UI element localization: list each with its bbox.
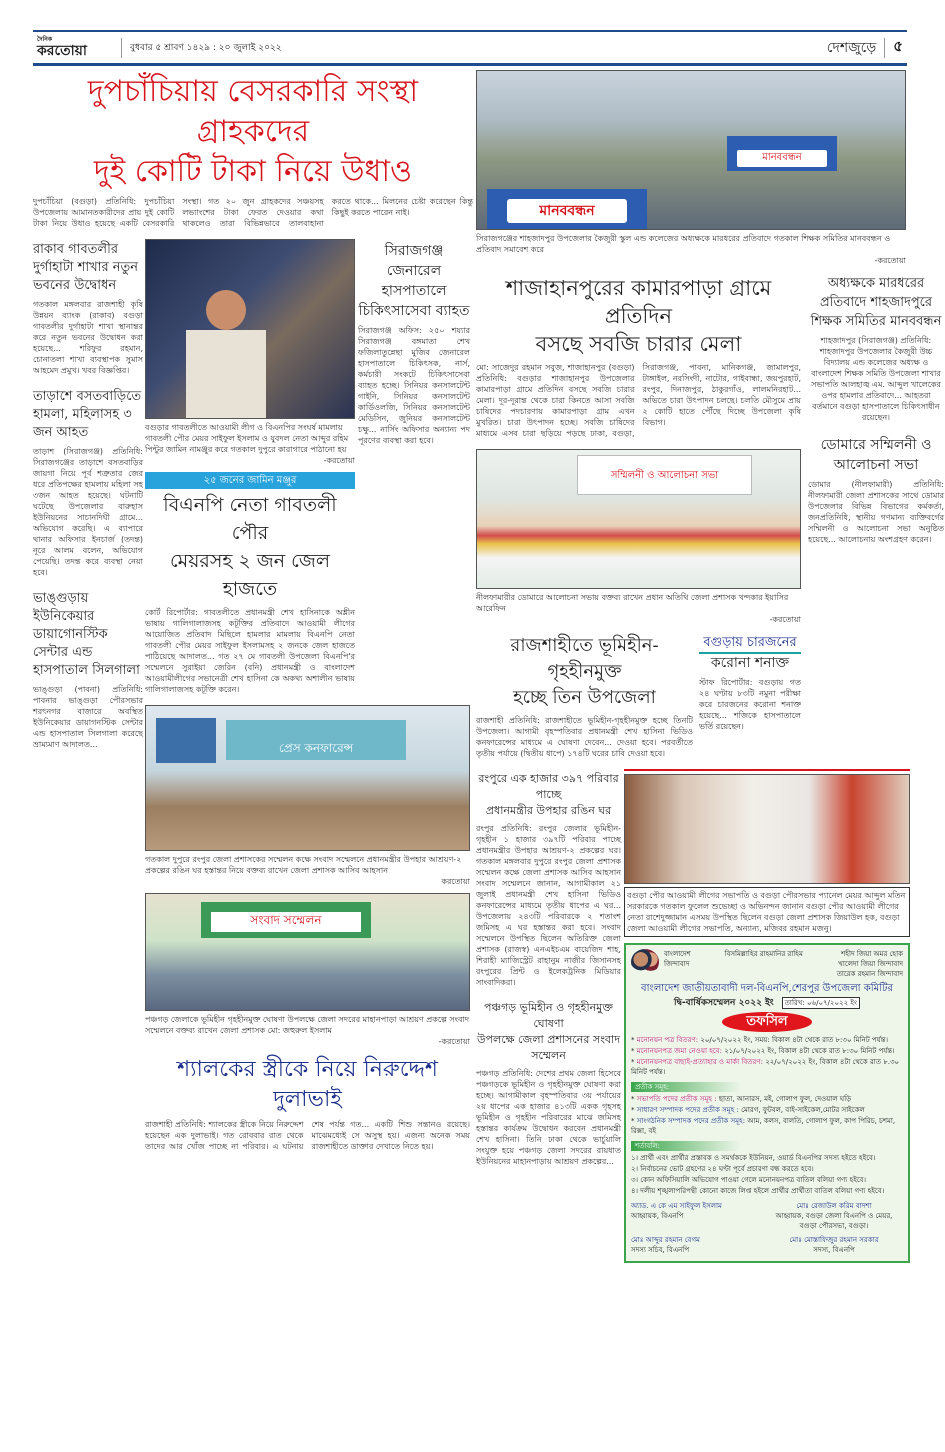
caption-text: সিরাজগঞ্জের শাহজাদপুর উপজেলার কৈজুরী স্কুল এন্ড কলেজের অধ্যক্ষকে মারধরের প্রতিবাদে গতকাল শিক্ষক সমিতির মানববন্ধন ও প্রতিবাদ সমাবেশ করে <box>476 234 891 254</box>
right-lower-column <box>476 769 621 1177</box>
headline-bhangura: ভাঙ্গুড়ায় ইউনিকেয়ার ডায়াগোনস্টিক সেন্টার এন্ড হাসপাতাল সিলগালা <box>33 591 140 678</box>
rules-heading: শর্তাবলি: <box>631 1141 741 1151</box>
headline-line: অধ্যক্ষকে মারধরের <box>827 276 925 291</box>
slogan: বাংলাদেশ <box>664 950 691 958</box>
left-column-1 <box>33 239 143 760</box>
signatory <box>769 1235 899 1255</box>
photo-press-conference <box>145 705 470 851</box>
article-body-dulabhai: রাজশাহী প্রতিনিধি: শ্যালকের স্ত্রীকে নিয়ে নিরুদ্দেশ হয়েছেন এক দুলাভাই। গত রোববার রাত থেকে তাদের আর খোঁজ পাচ্ছে না পরিবার। এ ঘটনায় শেষ পর্যন্ত গত... একটি শিশু সন্তানও রয়েছে। মাঝেমধ্যেই সে অসুস্থ হয়। এজন্য অনেক সময় রাজশাহীতে ডাক্তার দেখাতে নিতে হয়। <box>145 1120 470 1151</box>
signatory-role: আহ্বায়ক, বিএনপি <box>631 1212 684 1220</box>
article-body-bhangura: ভাঙ্গুড়া (পাবনা) প্রতিনিধি: পাবনার ভাঙ্গুড়া পৌরসভার শরৎনগর বাজারে অবস্থিত ইউনিকেয়ার ডায়াগনস্টিক সেন্টার এন্ড হাসপাতাল সিলগালা করেছে ভ্রাম্যমাণ আদালত... <box>33 685 143 749</box>
rajshahi-row <box>476 631 801 769</box>
signatory-name: অ্যাড. এ কে এম সাইফুল ইসলাম <box>631 1202 722 1210</box>
rule-item: ৩। কোন অফিসিয়ালি অভিযোগ পাওয়া গেলে মনোনয়নপত্র বাতিল বলিয়া গণ্য হইবে। <box>631 1176 867 1184</box>
symbol-text: আম, কলস, বালতি, গোলাপ ফুল, কাপ পিরিচ, চশমা, রিক্সা, বই <box>631 1117 896 1135</box>
left-column-2-3 <box>145 239 470 1162</box>
kicker-bar: ২৫ জনের জামিন মঞ্জুর <box>145 472 355 489</box>
headline-line: রংপুরে এক হাজার ৩৯৭ পরিবার পাচ্ছে <box>478 772 619 801</box>
divider <box>121 38 122 58</box>
headline-line: বগুড়ায় চারজনের <box>703 635 797 650</box>
signatory <box>631 1235 761 1255</box>
left-columns <box>33 239 473 1162</box>
symbols-list <box>631 1094 903 1136</box>
notice-subtitle-row <box>631 997 903 1009</box>
photo-sangbad-sammelan <box>145 893 470 1011</box>
caption-text: পঞ্চগড় জেলাকে ভূমিহীন গৃহহীনমুক্ত ঘোষণা উপলক্ষে জেলা সদরের মাহানপাড়া আশ্রয়ণ প্রকল্পে সংবাদ সম্মেলনে বক্তব্য রাখেন জেলা প্রশাসক মো: জহুরুল ইসলাম <box>145 1015 470 1035</box>
header-rule <box>33 63 907 66</box>
person <box>206 290 246 330</box>
signatory <box>631 1201 761 1221</box>
page-number: ৫ <box>893 37 903 55</box>
headline-gabtali-mayor <box>145 491 355 603</box>
upper-row <box>145 239 470 705</box>
article-bogura-corona <box>699 631 801 732</box>
photo-felicitation <box>624 774 910 884</box>
rule-item: ২। নির্বাচনের ভোট গ্রহণের ২৪ ঘণ্টা পূর্বে প্রচারণা বন্ধ করতে হবে। <box>631 1165 814 1173</box>
symbol-label: সভাপতি পদের প্রতীক সমূহ : <box>636 1095 717 1103</box>
schedule-text: ২০/০৭/২০২২ ইং, সময়: বিকাল ৪টা থেকে রাত ৮:৩০ মিনিট পর্যন্ত। <box>700 1036 888 1044</box>
article-shahjadpur <box>808 272 944 423</box>
slogan-left <box>664 949 691 969</box>
symbol-text: ছাতা, আনারস, মই, গোলাপ ফুল, দেওয়াল ঘড়ি <box>718 1095 852 1103</box>
photo-caption <box>476 592 801 625</box>
article-body-bogura-corona: স্টাফ রিপোর্টার: বগুড়ায় গত ২৪ ঘণ্টায় ৮৩টি নমুনা পরীক্ষা করে চারজনের করোনা শনাক্ত হয়েছে... শজিকে হাসপাতালে ভর্তি রয়েছেন। <box>699 678 801 731</box>
photo-credit: করতোয়া <box>441 877 470 886</box>
photo-caption <box>145 1014 470 1047</box>
symbols-heading: প্রতীক সমূহ: <box>631 1082 741 1092</box>
issue-date: বুধবার ৫ শ্রাবণ ১৪২৯ : ২০ জুলাই ২০২২ <box>130 43 282 53</box>
headline-line: করোনা শনাক্ত <box>699 652 801 673</box>
symbol-text: মোরগ, ফুটবল, বাই-সাইকেল,মোটর সাইকেল <box>741 1106 865 1114</box>
banner-text: মানববন্ধন <box>507 199 627 223</box>
logo-text: করতোয়া <box>37 43 87 59</box>
headline-rajshahi <box>476 633 693 711</box>
signatory-name: মোঃ আব্দুর রহমান বেগম <box>631 1236 700 1244</box>
person <box>186 330 266 419</box>
symbol-label: সাংগঠনিক সম্পাদক পদের প্রতীক সমূহ: <box>636 1117 746 1125</box>
article-bhangura <box>33 588 143 750</box>
headline-line: শিক্ষক সমিতির মানববন্ধন <box>810 314 942 329</box>
article-body-panchagarh: পঞ্চগড় প্রতিনিধি: দেশের প্রথম জেলা হিসেবে পঞ্চগড়কে ভূমিহীন ও গৃহহীনমুক্ত ঘোষণা করা হচ্ছে। আগামীকাল বৃহস্পতিবার ৩য় পর্যায়ের ২য় ধাপের এক হাজার ৪১৩টি একক গৃহসহ ভূমিহীন ও গৃহহীন পরিবারের মাঝে জমিসহ হস্তান্তর কার্যক্রম উদ্বোধন করবেন প্রধানমন্ত্রী শেখ হাসিনা। তিনি ঢাকা থেকে ভার্চুয়ালি সংযুক্ত হয়ে পঞ্চগড় জেলা সদরের রায়ধাত ইউনিয়নের মাহানপাড়ায় আশ্রয়ণ প্রকল্পের... <box>476 1069 621 1166</box>
article-body-sirajganj: সিরাজগঞ্জ অফিস: ২৫০ শয্যার সিরাজগঞ্জ বঙ্গমাতা শেখ ফজিলাতুন্নেছা মুজিব জেনারেল হাসপাতালে চিকিৎসক, নার্স, কর্মচারী সংকটে চিকিৎসাসেবা ব্যাহত হচ্ছে। সিনিয়র কনসালটেন্ট গাইনি, সিনিয়র কনসালটেন্ট কার্ডিওলজি, সিনিয়র কনসালটেন্ট মেডিসিন, জুনিয়র কনসালটেন্ট চক্ষু... নার্সিং অফিসার অন্যান্য পদ পূরণের ব্যবস্থা করা হবে। <box>358 326 470 445</box>
symbol-label: সাধারণ সম্পাদক পদের প্রতীক সমূহ : <box>636 1106 739 1114</box>
signatory-role: আহ্বায়ক, বগুড়া জেলা বিএনপি ও মেয়র, বগুড়া পৌরসভা, বগুড়া। <box>775 1212 893 1230</box>
section-rule <box>624 769 910 771</box>
leaders-portrait <box>631 949 659 975</box>
slogan: শহীদ জিয়া অমর হোক <box>841 950 903 958</box>
headline-panchagarh <box>476 1000 621 1064</box>
article-rakab <box>33 239 143 376</box>
schedule-item: * মনোনয়নপত্র জমা নেওয়া হবে: ২১/০৭/২০২২ ইং, বিকাল ৪টা থেকে রাত ৮:৩০ মিনিট পর্যন্ত। <box>631 1047 895 1055</box>
rule-item: ৪। দলীয় শৃঙ্খলাপরিপন্থী কোনো কাজে লিপ্ত হইলে প্রার্থীর প্রার্থীতা বাতিল বলিয়া গণ্য হইবে। <box>631 1187 885 1195</box>
headline-line: হচ্ছে তিন উপজেলা <box>513 687 656 708</box>
slogan-right <box>837 949 903 979</box>
headline-line: দুপচাঁচিয়ায় বেসরকারি সংস্থা গ্রাহকদের <box>87 74 419 149</box>
logo <box>37 36 113 59</box>
schedule-text: ২২/০৭/২০২২ ইং, বিকাল ৪টা থেকে রাত ৮.৩০ মিনিট পর্যন্ত। <box>631 1058 900 1076</box>
headline-dulabhai: শ্যালকের স্ত্রীকে নিয়ে নিরুদ্দেশ দুলাভাই <box>177 1057 438 1112</box>
bnp-notice-ad <box>624 943 910 1263</box>
photo-credit: -করতোয়া <box>769 615 801 624</box>
headline-line: আলোচনা সভা <box>833 457 919 473</box>
signatory-role: সদস্য সচিব, বিএনপি <box>631 1246 690 1254</box>
banner-text: সংবাদ সম্মেলন <box>211 912 361 932</box>
caption-text: গতকাল দুপুরে রংপুর জেলা প্রশাসকের সম্মেলন কক্ষে সংবাদ সম্মেলনে প্রধানমন্ত্রীর উপহার আশ্রয়ণ-২ প্রকল্পের রঙিন ঘর হস্তান্তর নিয়ে বক্তব্য রাখেন জেলা প্রশাসক আসিব আহসান <box>145 855 462 875</box>
notice-title: বাংলাদেশ জাতীয়তাবাদী দল-বিএনপি,শেরপুর উপজেলা কমিটির <box>641 983 893 994</box>
signatory-name: মোঃ রেজাউল করিম বাদশা <box>796 1202 872 1210</box>
right-lower <box>476 769 944 1263</box>
notice-date: তারিখ: ০৬/০৭/২০২২ ইং <box>782 997 860 1009</box>
photo-human-chain <box>476 70 906 230</box>
rule-item: ১। প্রার্থী এবং প্রার্থীর প্রস্তাবক ও সমর্থককে ইউনিয়ন, ওয়ার্ড বিএনপির সদস্য হইতে হইবে। <box>631 1154 876 1162</box>
right-lower-wide <box>624 769 910 1263</box>
photo-credit: -করতোয়া <box>438 1037 470 1046</box>
headline-line: সিরাজগঞ্জ জেনারেল <box>384 243 444 279</box>
schedule-badge: তফসিল <box>722 1012 812 1032</box>
photo-caption <box>145 422 355 466</box>
article-body-shahjadpur: শাহজাদপুর (সিরাজগঞ্জ) প্রতিনিধি: শাহজাদপুর উপজেলার কৈজুরী উচ্চ বিদ্যালয় এন্ড কলেজের অধ্যক্ষ ও বাংলাদেশ শিক্ষক সমিতি উপজেলা শাখার সভাপতি আলহাজ্ব এম. আব্দুল খালেকের ওপর হামলার প্রতিবাদে... আহতরা বর্তমানে বগুড়া হাসপাতালে চিকিৎসাধীন রয়েছেন। <box>811 336 941 422</box>
symbol-item: * সাংগঠনিক সম্পাদক পদের প্রতীক সমূহ: আম, কলস, বালতি, গোলাপ ফুল, কাপ পিরিচ, চশমা, রিক্সা, বই <box>631 1117 896 1135</box>
symbol-item: * সভাপতি পদের প্রতীক সমূহ : ছাতা, আনারস, মই, গোলাপ ফুল, দেওয়াল ঘড়ি <box>631 1095 852 1103</box>
article-body-tarash: তাড়াশ (সিরাজগঞ্জ) প্রতিনিধি: সিরাজগঞ্জের তাড়াশে বসতবাড়ির জায়গা নিয়ে পূর্ব শত্রুতার জের ধরে প্রতিপক্ষের হামলায় মহিলা সহ ৩জন আহত হয়েছে। ঘটনাটি ঘটেছে উপজেলার বারুহাস ইউনিয়নের সাচানদিঘী গ্রামে... অভিযোগ করেছি। এ ব্যাপারে থানার অফিসার ইনচার্জ (তদন্ত) নূরে আলম বলেন, অভিযোগ পেয়েছি। তদন্ত করে ব্যবস্থা নেয়া হবে। <box>33 447 143 577</box>
schedule-item: * মনোনয়ন পত্র বিতরণ: ২০/০৭/২০২২ ইং, সময়: বিকাল ৪টা থেকে রাত ৮:৩০ মিনিট পর্যন্ত। <box>631 1036 888 1044</box>
rules-list <box>631 1153 903 1196</box>
headline-line: বসছে সবজি চারার মেলা <box>535 332 742 356</box>
photo-caption <box>145 854 470 887</box>
photo-caption: বগুড়া পৌর আওয়ামী লীগের সভাপতি ও বগুড়া পৌরসভার প্যানেল মেয়র আব্দুল মতিন সরকারকে গতকাল ফুলেল শুভেচ্ছা ও অভিনন্দন জানান বগুড়া পৌর আওয়ামী লীগের নেতা রাশেদুজ্জামান এসময় উপস্থিত ছিলেন বগুড়া জেলা প্রশাসক জিয়াউল হক, বগুড়া জেলা আওয়ামী লীগের সভাপতি, অন্যান্য, মজিবর রহমান মজনু। <box>624 887 910 937</box>
photo-credit: -করতোয়া <box>323 456 355 465</box>
portrait <box>156 718 216 763</box>
headline-dupchanchia <box>33 72 473 192</box>
slogan: জিন্দাবাদ <box>664 960 690 968</box>
banner <box>201 902 371 938</box>
headline-line: প্রধানমন্ত্রীর উপহার রঙিন ঘর <box>485 804 612 817</box>
notice-subtitle: দ্বি-বার্ষিকসম্মেলন ২০২২ ইং <box>674 998 774 1008</box>
article-rajshahi <box>476 631 693 759</box>
article-body-domar: ডোমার (নীলফামারী) প্রতিনিধি: নীলফামারী জেলা প্রশাসকের সাথে ডোমার উপজেলার বিভিন্ন বিভাগের কর্মকর্তা, জনপ্রতিনিধি, স্থানীয় গণমান্য ব্যক্তিবর্গের সম্মিলনী ও আলোচনা সভা অনুষ্ঠিত হয়েছে... আলোচনায় অংশগ্রহণ করেন। <box>808 480 944 544</box>
article-sirajganj <box>358 239 470 446</box>
headline-line: রাজশাহীতে ভূমিহীন-গৃহহীনমুক্ত <box>510 635 659 682</box>
headline-rangpur-houses <box>476 771 621 819</box>
article-gabtali-mayor <box>145 472 355 695</box>
headline-line: হাসপাতালে <box>381 283 447 299</box>
left-half <box>33 70 473 1162</box>
article-panchagarh <box>476 998 621 1167</box>
left-column-2 <box>145 239 355 705</box>
headline-sirajganj <box>358 241 470 321</box>
article-body-gabtali-mayor: কোর্ট রিপোর্টার: গাবতলীতে প্রধানমন্ত্রী শেখ হাসিনাকে অশ্লীন ভাষায় গালিগালাজসহ কটূক্তির প্রতিবাদে আওয়ামী লীগের আয়োজিত প্রতিবাদ মিছিলে হামলার মামলায় বিএনপি নেতা গাবতলী পৌর মেয়র সাইফুল ইসলামসহ ২ জনকে জেল হাজতে পাঠিয়েছে আদালত... গত ২৭ মে গাবতলী উপজেলা বিএনপি'র সম্মেলনে সুরাইয়া জেরিন (বনি) প্রধানমন্ত্রী ও বাংলাদেশ আওয়ামীলীগের সভানেত্রী শেখ হাসিনা কে অকথ্য অশালীন ভাষায় গালিগালাজসহ কটূক্তি করেন। <box>145 608 355 694</box>
headline-line: দুই কোটি টাকা নিয়ে উধাও <box>93 154 413 189</box>
right-main-column <box>476 272 801 769</box>
signatory-role: সদস্য, বিএনপি <box>813 1246 855 1254</box>
headline-line: ডোমারে সম্মিলনী ও <box>820 437 932 453</box>
headline-rakab: রাকাব গাবতলীর দুর্গাহাটা শাখার নতুন ভবনের উদ্বোধন <box>33 242 139 293</box>
banner-text: মানববন্ধন <box>737 150 827 167</box>
photo-sammilani <box>476 449 801 589</box>
headline-bogura-corona <box>699 633 801 673</box>
bismillah: বিসমিল্লাহির রাহমানির রাহিম <box>724 950 803 958</box>
divider <box>884 38 885 58</box>
headline-line: প্রতিবাদে শাহজাদপুরে <box>819 295 933 310</box>
article-body-rangpur-houses: রংপুর প্রতিনিধি: রংপুর জেলার ভূমিহীন-গৃহহীন ১ হাজার ৩৯৭টি পরিবার পাচ্ছে প্রধানমন্ত্রীর উপহার আশ্রয়ণ-২ প্রকল্পের ঘর। গতকাল মঙ্গলবার দুপুরে রংপুর জেলা প্রশাসক সম্মেলন কক্ষে জেলা প্রশাসক আসিব আহসান সংবাদ সম্মেলনে জানান, আগামীকাল ২১ জুলাই প্রধানমন্ত্রী শেখ হাসিনা ভিডিও কনফারেন্সের মাধ্যমে তৃতীয় ধাপের এ ঘর... উপজেলায় ২৪৩টি পরিবারকে ২ শতাংশ জমিসহ এ ঘর হস্তান্তর করা হবে। সংবাদ সম্মেলনে উপস্থিত ছিলেন অতিরিক্ত জেলা প্রশাসক (রাজস্ব) এনএইচএম বায়েজিদ শাহ, শিরাহী ম্যাজিস্ট্রেট রাহানুম নাজীর জিসানসহ রংপুরের প্রিন্ট ও ইলেকট্রনিক মিডিয়ার সাংবাদিকরা। <box>476 824 621 987</box>
photo-caption <box>476 233 906 266</box>
banner-2 <box>727 136 837 171</box>
article-body-dupchanchia: দুপচাঁচিয়া (বগুড়া) প্রতিনিধি: দুপচাঁচিয়া উপজেলায় আমানতকারীদের প্রায় দুই কোটি টাকা নিয়ে উধাও হয়েছে একটি বেসরকারি সংস্থা। গত ২০ জুন গ্রাহকদের সঞ্চয়সহ লভ্যাংশের টাকা ফেরত দেওয়ার কথা থাকলেও তারা বিভিন্নভাবে তালবাহানা করতে থাকে... মিলনের চেষ্টা করেছেন কিন্তু কিছুই করতে পারেন নাই। <box>33 197 473 228</box>
article-domar <box>808 433 944 545</box>
headline-shahjadpur <box>808 274 944 331</box>
schedule-label: মনোনয়নপত্র জমা নেওয়া হবে: <box>636 1047 722 1055</box>
right-sidebar <box>808 272 944 555</box>
slogan: তারেক রহমান জিন্দাবাদ <box>836 970 903 978</box>
headline-line: উপলক্ষে জেলা প্রশাসনের সংবাদ সম্মেলন <box>476 1033 621 1062</box>
right-half <box>476 70 944 1263</box>
schedule-list <box>631 1035 903 1077</box>
signatory <box>769 1201 899 1231</box>
signatories-row-1 <box>631 1201 903 1231</box>
slogan: খালেদা জিয়া জিন্দাবাদ <box>838 960 903 968</box>
schedule-label: মনোনয়ন পত্র বিতরণ: <box>636 1036 699 1044</box>
notice-header <box>631 949 903 979</box>
article-dulabhai <box>145 1053 470 1152</box>
schedule-text: ২১/০৭/২০২২ ইং, বিকাল ৪টা থেকে রাত ৮:৩০ মিনিট পর্যন্ত। <box>724 1047 895 1055</box>
headline-line: মেয়রসহ ২ জন জেল হাজতে <box>169 550 331 600</box>
headline-domar <box>808 435 944 475</box>
schedule-label: মনোনয়নপত্র বাছাই-প্রত্যাহার ও মার্কা বিতরণ: <box>636 1058 763 1066</box>
caption-text: বগুড়ার গাবতলীতে আওয়ামী লীগ ও বিএনপির সংঘর্ষ মামলায় গাবতলী পৌর মেয়র সাইফুল ইসলাম ও যুবদল নেতা আব্দুর রহিম পিন্টুর জামিন নামঞ্জুর করে গতকাল দুপুরে কারাগারে পাঠানো হয় <box>145 423 349 454</box>
headline-line: পঞ্চগড় ভূমিহীন ও গৃহহীনমুক্ত ঘোষণা <box>484 1001 613 1030</box>
headline-line: চিকিৎসাসেবা ব্যাহত <box>358 303 470 319</box>
banner-text: প্রেস কনফারেন্স <box>226 720 406 760</box>
headline-line: শাজাহানপুরের কামারপাড়া গ্রামে প্রতিদিন <box>505 276 772 328</box>
banner <box>487 189 647 229</box>
symbol-item: * সাধারণ সম্পাদক পদের প্রতীক সমূহ : মোরগ, ফুটবল, বাই-সাইকেল,মোটর সাইকেল <box>631 1106 865 1114</box>
photo-credit: -করতোয়া <box>874 256 906 265</box>
signatories-row-2 <box>631 1235 903 1255</box>
photo-jail-van <box>145 239 355 419</box>
headline-line: বিএনপি নেতা গাবতলী পৌর <box>163 494 337 544</box>
article-body-shajahanpur: মো: সাজেদুর রহমান সবুজ, শাজাহানপুর (বগুড়া) প্রতিনিধি: বগুড়ার শাজাহানপুর উপজেলার কামারপাড়া গ্রামে প্রতিদিন বসছে সবজি চারার মেলা। দূর-দূরান্ত থেকে চারা কিনতে আসা সবজি চাষিদের পদচারণায় কামারপাড়া গ্রাম এখন মুখরিত। চারা উৎপাদন হচ্ছে। সবজি চাষিদের মাধ্যমে এসব চারা ছড়িয়ে পড়ছে ঢাকা, বগুড়া, সিরাজগঞ্জ, পাবনা, মানিকগঞ্জ, জামালপুর, টাঙ্গাইল, নরসিংদী, নাটোর, গাইবান্ধা, জয়পুরহাট, রংপুর, দিনাজপুর, ঠাকুরগাঁও, লালমনিরহাট... অভিতে চারা উৎপাদন চলছে। চলতি মৌসুমে প্রায় ২ কোটি হাতে পৌঁছে দিচ্ছে উপজেলা কৃষি বিভাগ। <box>476 363 801 438</box>
headline-shajahanpur <box>476 274 801 358</box>
banner-text: সম্মিলনী ও আলোচনা সভা <box>577 455 752 495</box>
article-rangpur-houses <box>476 769 621 988</box>
headline-tarash: তাড়াশে বসতবাড়িতে হামলা, মহিলাসহ ৩ জন আহত <box>33 389 142 440</box>
article-tarash <box>33 386 143 578</box>
masthead <box>33 32 907 63</box>
logo-small: দৈনিক <box>37 36 53 43</box>
caption-text: নীলফামারীর ডোমারে আলোচনা সভায় বক্তব্য রাখেন প্রধান অতিথি জেলা প্রশাসক খন্দকার ইয়াসির আরেফিন <box>476 593 789 613</box>
right-upper <box>476 272 944 769</box>
section-name: দেশজুড়ে <box>826 39 877 56</box>
article-body-rajshahi: রাজশাহী প্রতিনিধি: রাজশাহীতে ভূমিহীন-গৃহহীনমুক্ত হচ্ছে তিনটি উপজেলা। আগামী বৃহস্পতিবার প্রধানমন্ত্রী শেখ হাসিনা ভিডিও কনফারেন্সের মাধ্যমে এ ঘোষণা দেবেন... দেওয়া হবে। পরবর্তীতে তৃতীয় পর্যায়ে (দ্বিতীয় ধাপে) ১৭৪টি ঘরের চাবি দেওয়া হবে। <box>476 716 693 758</box>
article-dupchanchia <box>33 70 473 229</box>
page-body <box>33 70 944 1263</box>
article-shajahanpur <box>476 272 801 439</box>
schedule-item: * মনোনয়নপত্র বাছাই-প্রত্যাহার ও মার্কা বিতরণ: ২২/০৭/২০২২ ইং, বিকাল ৪টা থেকে রাত ৮.৩০ মিনিট পর্যন্ত। <box>631 1058 900 1076</box>
signatory-name: মোঃ মোস্তাফিজুর রহমান সরকার <box>789 1236 879 1244</box>
article-body-rakab: গতকাল মঙ্গলবার রাজশাহী কৃষি উন্নয়ন ব্যাংক (রাকাব) বগুড়া গাবতলীর দুর্গাহাটা শাখা স্থানান্তর করে নতুন ভবনের উদ্বোধন করা হয়েছে... শরিফুর রহমান, চোনাতলা শাখা ব্যবস্থাপক সুমাস আহমেদ প্রমুখ। খবর বিজ্ঞপ্তির। <box>33 300 143 375</box>
